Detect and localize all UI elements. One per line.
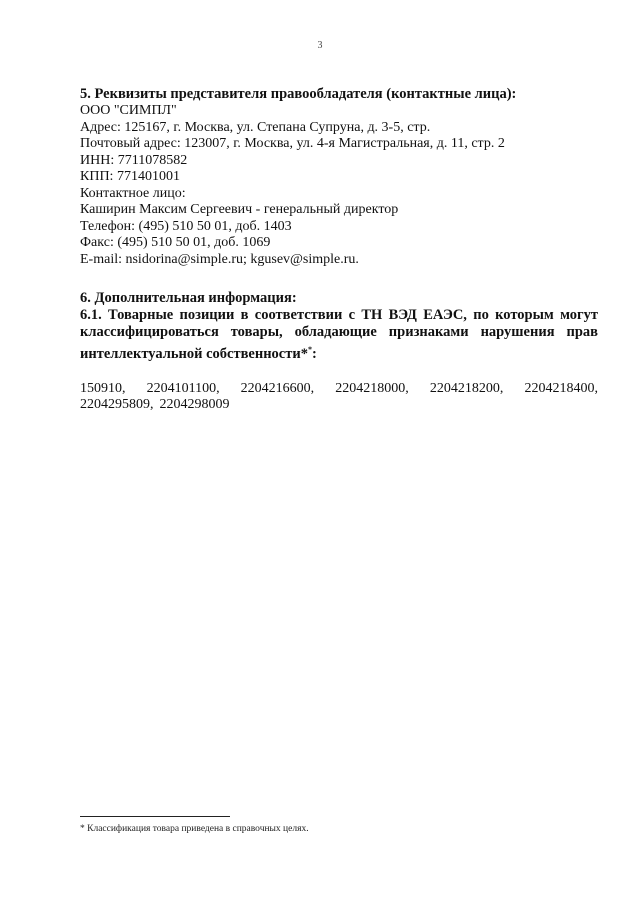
document-body	[80, 86, 598, 414]
address-line: Адрес: 125167, г. Москва, ул. Степана Супруна, д. 3-5, стр.	[80, 119, 431, 135]
fax-line: Факс: (495) 510 50 01, доб. 1069	[80, 235, 271, 250]
code-item: 2204295809,	[80, 397, 154, 413]
footnote-divider	[80, 816, 230, 817]
section-6-1-heading	[80, 307, 598, 363]
postal-address-line: Почтовый адрес: 123007, г. Москва, ул. 4-я Магистральная, д. 11, стр. 2	[80, 136, 505, 151]
section-5-heading: 5. Реквизиты представителя правообладателя (контактные лица):	[80, 86, 517, 102]
tn-ved-codes	[80, 381, 598, 414]
company-name: ООО "СИМПЛ"	[80, 103, 177, 118]
phone-line: Телефон: (495) 510 50 01, доб. 1403	[80, 218, 292, 234]
contact-person-label: Контактное лицо:	[80, 185, 186, 201]
code-item: 2204218000,	[335, 380, 409, 396]
codes-row	[80, 381, 598, 398]
kpp-line: КПП: 771401001	[80, 169, 180, 184]
section-6-1-colon: :	[311, 345, 317, 362]
code-item: 2204298009	[159, 397, 230, 413]
code-item: 2204216600,	[240, 380, 315, 396]
code-item: 2204101100,	[146, 380, 220, 396]
code-item: 150910,	[80, 380, 126, 396]
footnote-mark: *	[307, 345, 312, 354]
code-item: 2204218200,	[429, 380, 504, 396]
contact-person-name: Каширин Максим Сергеевич - генеральный директор	[80, 202, 399, 217]
footnote: * Классификация товара приведена в справочных целях.	[80, 824, 309, 834]
email-line: E-mail: nsidorina@simple.ru; kgusev@simple.ru.	[80, 251, 359, 267]
section-6-heading: 6. Дополнительная информация:	[80, 290, 297, 306]
codes-row	[80, 397, 598, 414]
code-item: 2204218400,	[524, 380, 598, 396]
inn-line: ИНН: 7711078582	[80, 152, 188, 168]
page-number: 3	[317, 40, 323, 51]
section-6-1-text: 6.1. Товарные позиции в соответствии с ТН ВЭД ЕАЭС, по которым могут классифицироваться товары, обладающие признаками нарушения прав интеллектуальной собственности*	[80, 307, 598, 362]
